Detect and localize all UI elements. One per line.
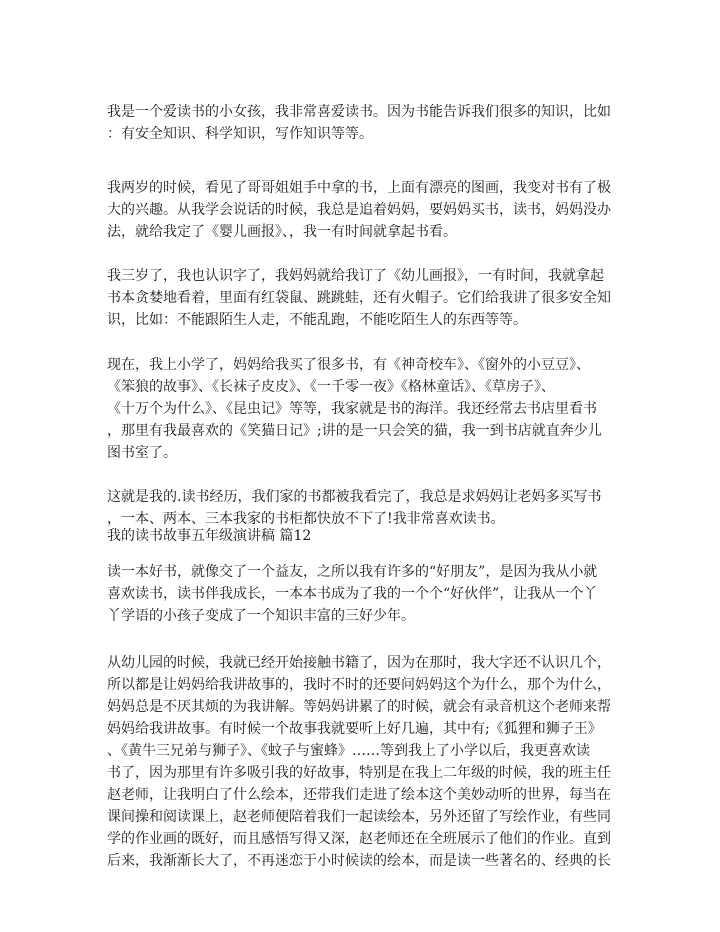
text-line: 后来，我渐渐长大了，不再迷恋于小时候读的绘本，而是读一些著名的、经典的长 (107, 853, 611, 869)
text-line: 从幼儿园的时候，我就已经开始接触书籍了，因为在那时，我大字还不认识几个， (107, 655, 611, 671)
text-line: 我三岁了，我也认识字了，我妈妈就给我订了《幼儿画报》，一有时间，我就拿起 (107, 268, 604, 284)
text-line: 识，比如：不能跟陌生人走，不能乱跑，不能吃陌生人的东西等等。 (107, 312, 527, 328)
paragraph-6 (107, 561, 619, 627)
text-line: 大的兴趣。从我学会说话的时候，我总是追着妈妈，要妈妈买书，读书，妈妈没办 (107, 202, 611, 218)
text-line: 我是一个爱读书的小女孩，我非常喜爱读书。因为书能告诉我们很多的知识，比如 (107, 104, 611, 120)
text-line: ：有安全知识、科学知识，写作知识等等。 (107, 126, 373, 142)
text-line: 赵老师，让我明白了什么绘本，还带我们走进了绘本这个美妙动听的世界，每当在 (107, 787, 611, 803)
text-line: 所以都是让妈妈给我讲故事的，我时不时的还要问妈妈这个为什么，那个为什么， (107, 677, 611, 693)
text-line: 《十万个为什么》、《昆虫记》等等，我家就是书的海洋。我还经常去书店里看书 (107, 401, 597, 417)
text-line: 《笨狼的故事》、《长袜子皮皮》、《一千零一夜》《格林童话》、《草房子》、 (107, 379, 555, 395)
text-line: 我两岁的时候，看见了哥哥姐姐手中拿的书，上面有漂亮的图画，我变对书有了极 (107, 180, 611, 196)
text-line: 书本贪婪地看着，里面有红袋鼠、跳跳蛙，还有火帽子。它们给我讲了很多安全知 (107, 290, 611, 306)
text-line: 图书室了。 (107, 445, 177, 461)
text-line: 学的作业画的既好，而且感悟写得又深，赵老师还在全班展示了他们的作业。直到 (107, 831, 611, 847)
text-line: 这就是我的.读书经历，我们家的书都被我看完了，我总是求妈妈让老妈多买写书 (107, 489, 602, 505)
text-line: 妈妈总是不厌其烦的为我讲解。等妈妈讲累了的时候，就会有录音机这个老师来帮 (107, 699, 611, 715)
section-title: 我的读书故事五年级演讲稿 篇12 (107, 528, 312, 544)
text-line: 喜欢读书，读书伴我成长，一本本书成为了我的一个个“好伙伴”，让我从一个丫 (107, 586, 598, 602)
text-line: 法，就给我定了《婴儿画报》、，我一有时间就拿起书看。 (107, 224, 457, 240)
paragraph-4 (107, 354, 619, 464)
text-line: ，一本、两本、三本我家的书柜都快放不下了!我非常喜欢读书。 (107, 511, 505, 527)
text-line: 现在，我上小学了，妈妈给我买了很多书，有《神奇校车》、《窗外的小豆豆》、 (107, 357, 590, 373)
text-line: 书了，因为那里有许多吸引我的好故事，特别是在我上二年级的时候，我的班主任 (107, 765, 611, 781)
text-line: 丫学语的小孩子变成了一个知识丰富的三好少年。 (107, 608, 415, 624)
text-line: 、《黄牛三兄弟与狮子》、《蚊子与蜜蜂》……等到我上了小学以后，我更喜欢读 (107, 743, 590, 759)
paragraph-5 (107, 486, 619, 530)
text-line: ，那里有我最喜欢的《笑猫日记》;讲的是一只会笑的猫，我一到书店就直奔少儿 (107, 423, 602, 439)
text-line: 妈妈给我讲故事。有时候一个故事我就要听上好几遍，其中有;《狐狸和狮子王》 (107, 721, 602, 737)
text-line: 课间操和阅读课上，赵老师便陪着我们一起读绘本，另外还留了写绘作业，有些同 (107, 809, 611, 825)
paragraph-7 (107, 652, 619, 872)
paragraph-3 (107, 265, 619, 331)
text-line: 读一本好书，就像交了一个益友，之所以我有许多的“好朋友”，是因为我从小就 (107, 564, 598, 580)
paragraph-2 (107, 177, 619, 243)
paragraph-1 (107, 101, 619, 145)
